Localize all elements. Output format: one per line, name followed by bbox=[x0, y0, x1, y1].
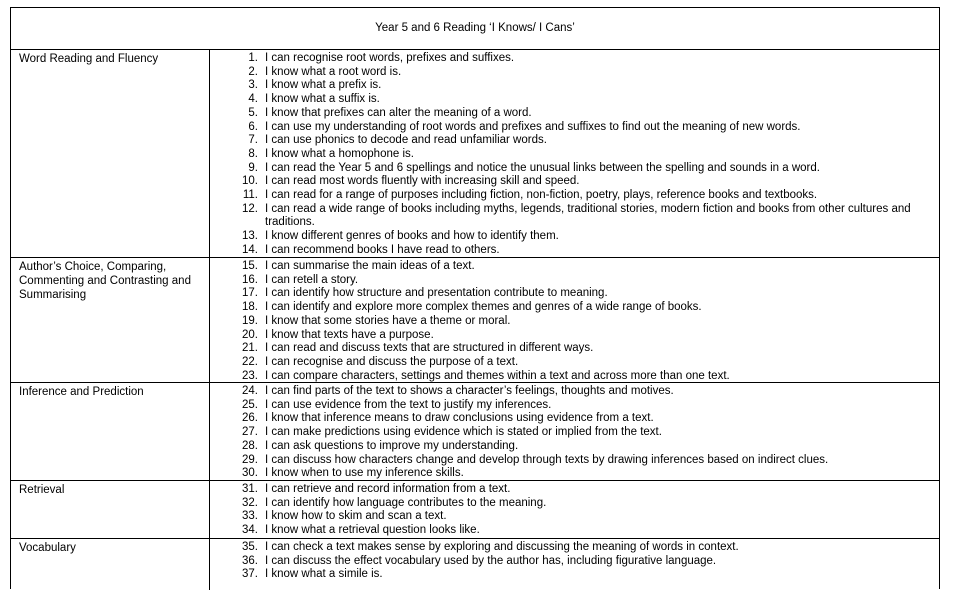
objective-text: I can make predictions using evidence which is stated or implied from the text. bbox=[265, 426, 662, 439]
objective-number: 35. bbox=[242, 541, 258, 553]
objective-number: 19. bbox=[242, 314, 258, 327]
objective-list bbox=[209, 52, 939, 258]
table-title: Year 5 and 6 Reading ‘I Knows/ I Cans’ bbox=[11, 8, 939, 50]
objective-number: 12. bbox=[242, 202, 258, 215]
objective-text: I can retell a story. bbox=[265, 273, 359, 286]
objective-item bbox=[209, 93, 939, 107]
objective-item bbox=[209, 274, 939, 288]
objective-list bbox=[209, 260, 939, 383]
objective-text: I know what a homophone is. bbox=[265, 147, 414, 160]
objective-number: 4. bbox=[248, 93, 258, 106]
objective-number: 34. bbox=[242, 524, 258, 537]
objective-item bbox=[209, 189, 939, 203]
objective-number: 33. bbox=[242, 510, 258, 523]
objective-number: 21. bbox=[242, 342, 258, 355]
objective-number: 1. bbox=[248, 52, 258, 64]
objective-item bbox=[209, 467, 939, 481]
objective-item bbox=[209, 329, 939, 343]
objective-item bbox=[209, 134, 939, 148]
objective-item bbox=[209, 426, 939, 440]
objective-item bbox=[209, 203, 939, 230]
objective-item bbox=[209, 148, 939, 162]
objective-item bbox=[209, 510, 939, 524]
objective-text: I can read for a range of purposes including fiction, non-fiction, poetry, plays, reference books and textbooks. bbox=[265, 189, 818, 202]
objective-text: I can use phonics to decode and read unfamiliar words. bbox=[265, 134, 547, 147]
objective-item bbox=[209, 162, 939, 176]
objective-item bbox=[209, 385, 939, 399]
objective-number: 26. bbox=[242, 412, 258, 425]
objective-text: I can recommend books I have read to others. bbox=[265, 243, 500, 256]
objective-text: I know how to skim and scan a text. bbox=[265, 510, 447, 523]
objective-number: 18. bbox=[242, 301, 258, 314]
objective-text: I can read the Year 5 and 6 spellings and notice the unusual links between the spelling and sounds in a word. bbox=[265, 161, 820, 174]
objective-number: 27. bbox=[242, 426, 258, 439]
objective-item bbox=[209, 287, 939, 301]
section-inference bbox=[11, 383, 939, 481]
objective-item bbox=[209, 483, 939, 497]
objective-item bbox=[209, 342, 939, 356]
objective-list bbox=[209, 541, 939, 582]
objective-number: 37. bbox=[242, 568, 258, 581]
objective-text: I know that inference means to draw conclusions using evidence from a text. bbox=[265, 412, 654, 425]
objective-number: 22. bbox=[242, 355, 258, 368]
objective-item bbox=[209, 555, 939, 569]
objective-number: 23. bbox=[242, 369, 258, 382]
objective-text: I know that some stories have a theme or moral. bbox=[265, 314, 511, 327]
objective-number: 9. bbox=[248, 161, 258, 174]
objective-item bbox=[209, 66, 939, 80]
objective-text: I can recognise and discuss the purpose of a text. bbox=[265, 355, 519, 368]
objective-item bbox=[209, 541, 939, 555]
objective-number: 36. bbox=[242, 554, 258, 567]
objective-list bbox=[209, 385, 939, 481]
objective-number: 11. bbox=[242, 189, 258, 202]
objective-text: I can compare characters, settings and themes within a text and across more than one text. bbox=[265, 369, 730, 382]
objective-number: 14. bbox=[242, 243, 258, 256]
objective-text: I know what a prefix is. bbox=[265, 79, 382, 92]
objective-number: 10. bbox=[242, 175, 258, 188]
objective-item bbox=[209, 52, 939, 66]
objective-text: I can ask questions to improve my understanding. bbox=[265, 439, 519, 452]
objective-text: I can discuss the effect vocabulary used by the author has, including figurative language. bbox=[265, 554, 717, 567]
section-authors-choice bbox=[11, 258, 939, 383]
section-label: Word Reading and Fluency bbox=[19, 53, 159, 65]
objective-item bbox=[209, 568, 939, 582]
objective-item bbox=[209, 497, 939, 511]
objective-text: I can use my understanding of root words and prefixes and suffixes to find out the meaning of new words. bbox=[265, 120, 801, 133]
objective-text: I can summarise the main ideas of a text. bbox=[265, 260, 475, 272]
section-label: Author’s Choice, Comparing, Commenting and Contrasting and Summarising bbox=[19, 261, 191, 301]
objective-text: I can identify and explore more complex themes and genres of a wide range of books. bbox=[265, 301, 702, 314]
section-label: Retrieval bbox=[19, 484, 65, 496]
objective-text: I can read a wide range of books including myths, legends, traditional stories, modern fiction and books from other cultures and traditions. bbox=[265, 202, 911, 229]
reading-objectives-table bbox=[10, 7, 940, 589]
objective-item bbox=[209, 524, 939, 538]
objective-text: I know that prefixes can alter the meaning of a word. bbox=[265, 106, 532, 119]
objective-item bbox=[209, 244, 939, 258]
objective-text: I can find parts of the text to shows a character’s feelings, thoughts and motives. bbox=[265, 385, 674, 397]
objective-text: I can read most words fluently with increasing skill and speed. bbox=[265, 175, 580, 188]
objective-text: I know when to use my inference skills. bbox=[265, 467, 464, 480]
objective-item bbox=[209, 440, 939, 454]
objective-number: 24. bbox=[242, 385, 258, 397]
section-word-reading bbox=[11, 50, 939, 258]
objective-item bbox=[209, 79, 939, 93]
objective-item bbox=[209, 175, 939, 189]
objective-text: I can check a text makes sense by exploring and discussing the meaning of words in context. bbox=[265, 541, 739, 553]
objective-item bbox=[209, 107, 939, 121]
objective-number: 31. bbox=[242, 483, 258, 495]
section-label: Vocabulary bbox=[19, 542, 76, 554]
objective-text: I can identify how structure and presentation contribute to meaning. bbox=[265, 287, 608, 300]
objective-number: 8. bbox=[248, 147, 258, 160]
objective-item bbox=[209, 412, 939, 426]
objective-text: I can use evidence from the text to justify my inferences. bbox=[265, 398, 552, 411]
section-label: Inference and Prediction bbox=[19, 386, 144, 398]
objective-number: 28. bbox=[242, 439, 258, 452]
objective-text: I can read and discuss texts that are structured in different ways. bbox=[265, 342, 594, 355]
objective-item bbox=[209, 260, 939, 274]
objective-text: I know different genres of books and how to identify them. bbox=[265, 230, 559, 243]
objective-text: I know what a simile is. bbox=[265, 568, 383, 581]
objective-number: 13. bbox=[242, 230, 258, 243]
objective-number: 30. bbox=[242, 467, 258, 480]
objective-text: I can identify how language contributes to the meaning. bbox=[265, 496, 547, 509]
objective-text: I know what a suffix is. bbox=[265, 93, 380, 106]
objective-text: I can retrieve and record information from a text. bbox=[265, 483, 511, 495]
objective-number: 17. bbox=[242, 287, 258, 300]
section-vocabulary bbox=[11, 539, 939, 590]
objective-text: I know that texts have a purpose. bbox=[265, 328, 434, 341]
objective-text: I know what a root word is. bbox=[265, 65, 402, 78]
objective-item bbox=[209, 454, 939, 468]
objective-number: 32. bbox=[242, 496, 258, 509]
objective-item bbox=[209, 315, 939, 329]
section-retrieval bbox=[11, 481, 939, 539]
objective-text: I know what a retrieval question looks like. bbox=[265, 524, 480, 537]
objective-number: 2. bbox=[248, 65, 258, 78]
objective-number: 20. bbox=[242, 328, 258, 341]
objective-number: 3. bbox=[248, 79, 258, 92]
objective-number: 5. bbox=[248, 106, 258, 119]
objective-number: 6. bbox=[248, 120, 258, 133]
objective-number: 7. bbox=[248, 134, 258, 147]
objective-list bbox=[209, 483, 939, 538]
objective-item bbox=[209, 301, 939, 315]
objective-item bbox=[209, 399, 939, 413]
objective-number: 29. bbox=[242, 453, 258, 466]
objective-item bbox=[209, 230, 939, 244]
objective-item bbox=[209, 370, 939, 384]
objective-text: I can discuss how characters change and develop through texts by drawing inferences based on indirect clues. bbox=[265, 453, 829, 466]
objective-number: 15. bbox=[242, 260, 258, 272]
objective-item bbox=[209, 121, 939, 135]
objective-number: 16. bbox=[242, 273, 258, 286]
objective-text: I can recognise root words, prefixes and suffixes. bbox=[265, 52, 515, 64]
objective-number: 25. bbox=[242, 398, 258, 411]
objective-item bbox=[209, 356, 939, 370]
